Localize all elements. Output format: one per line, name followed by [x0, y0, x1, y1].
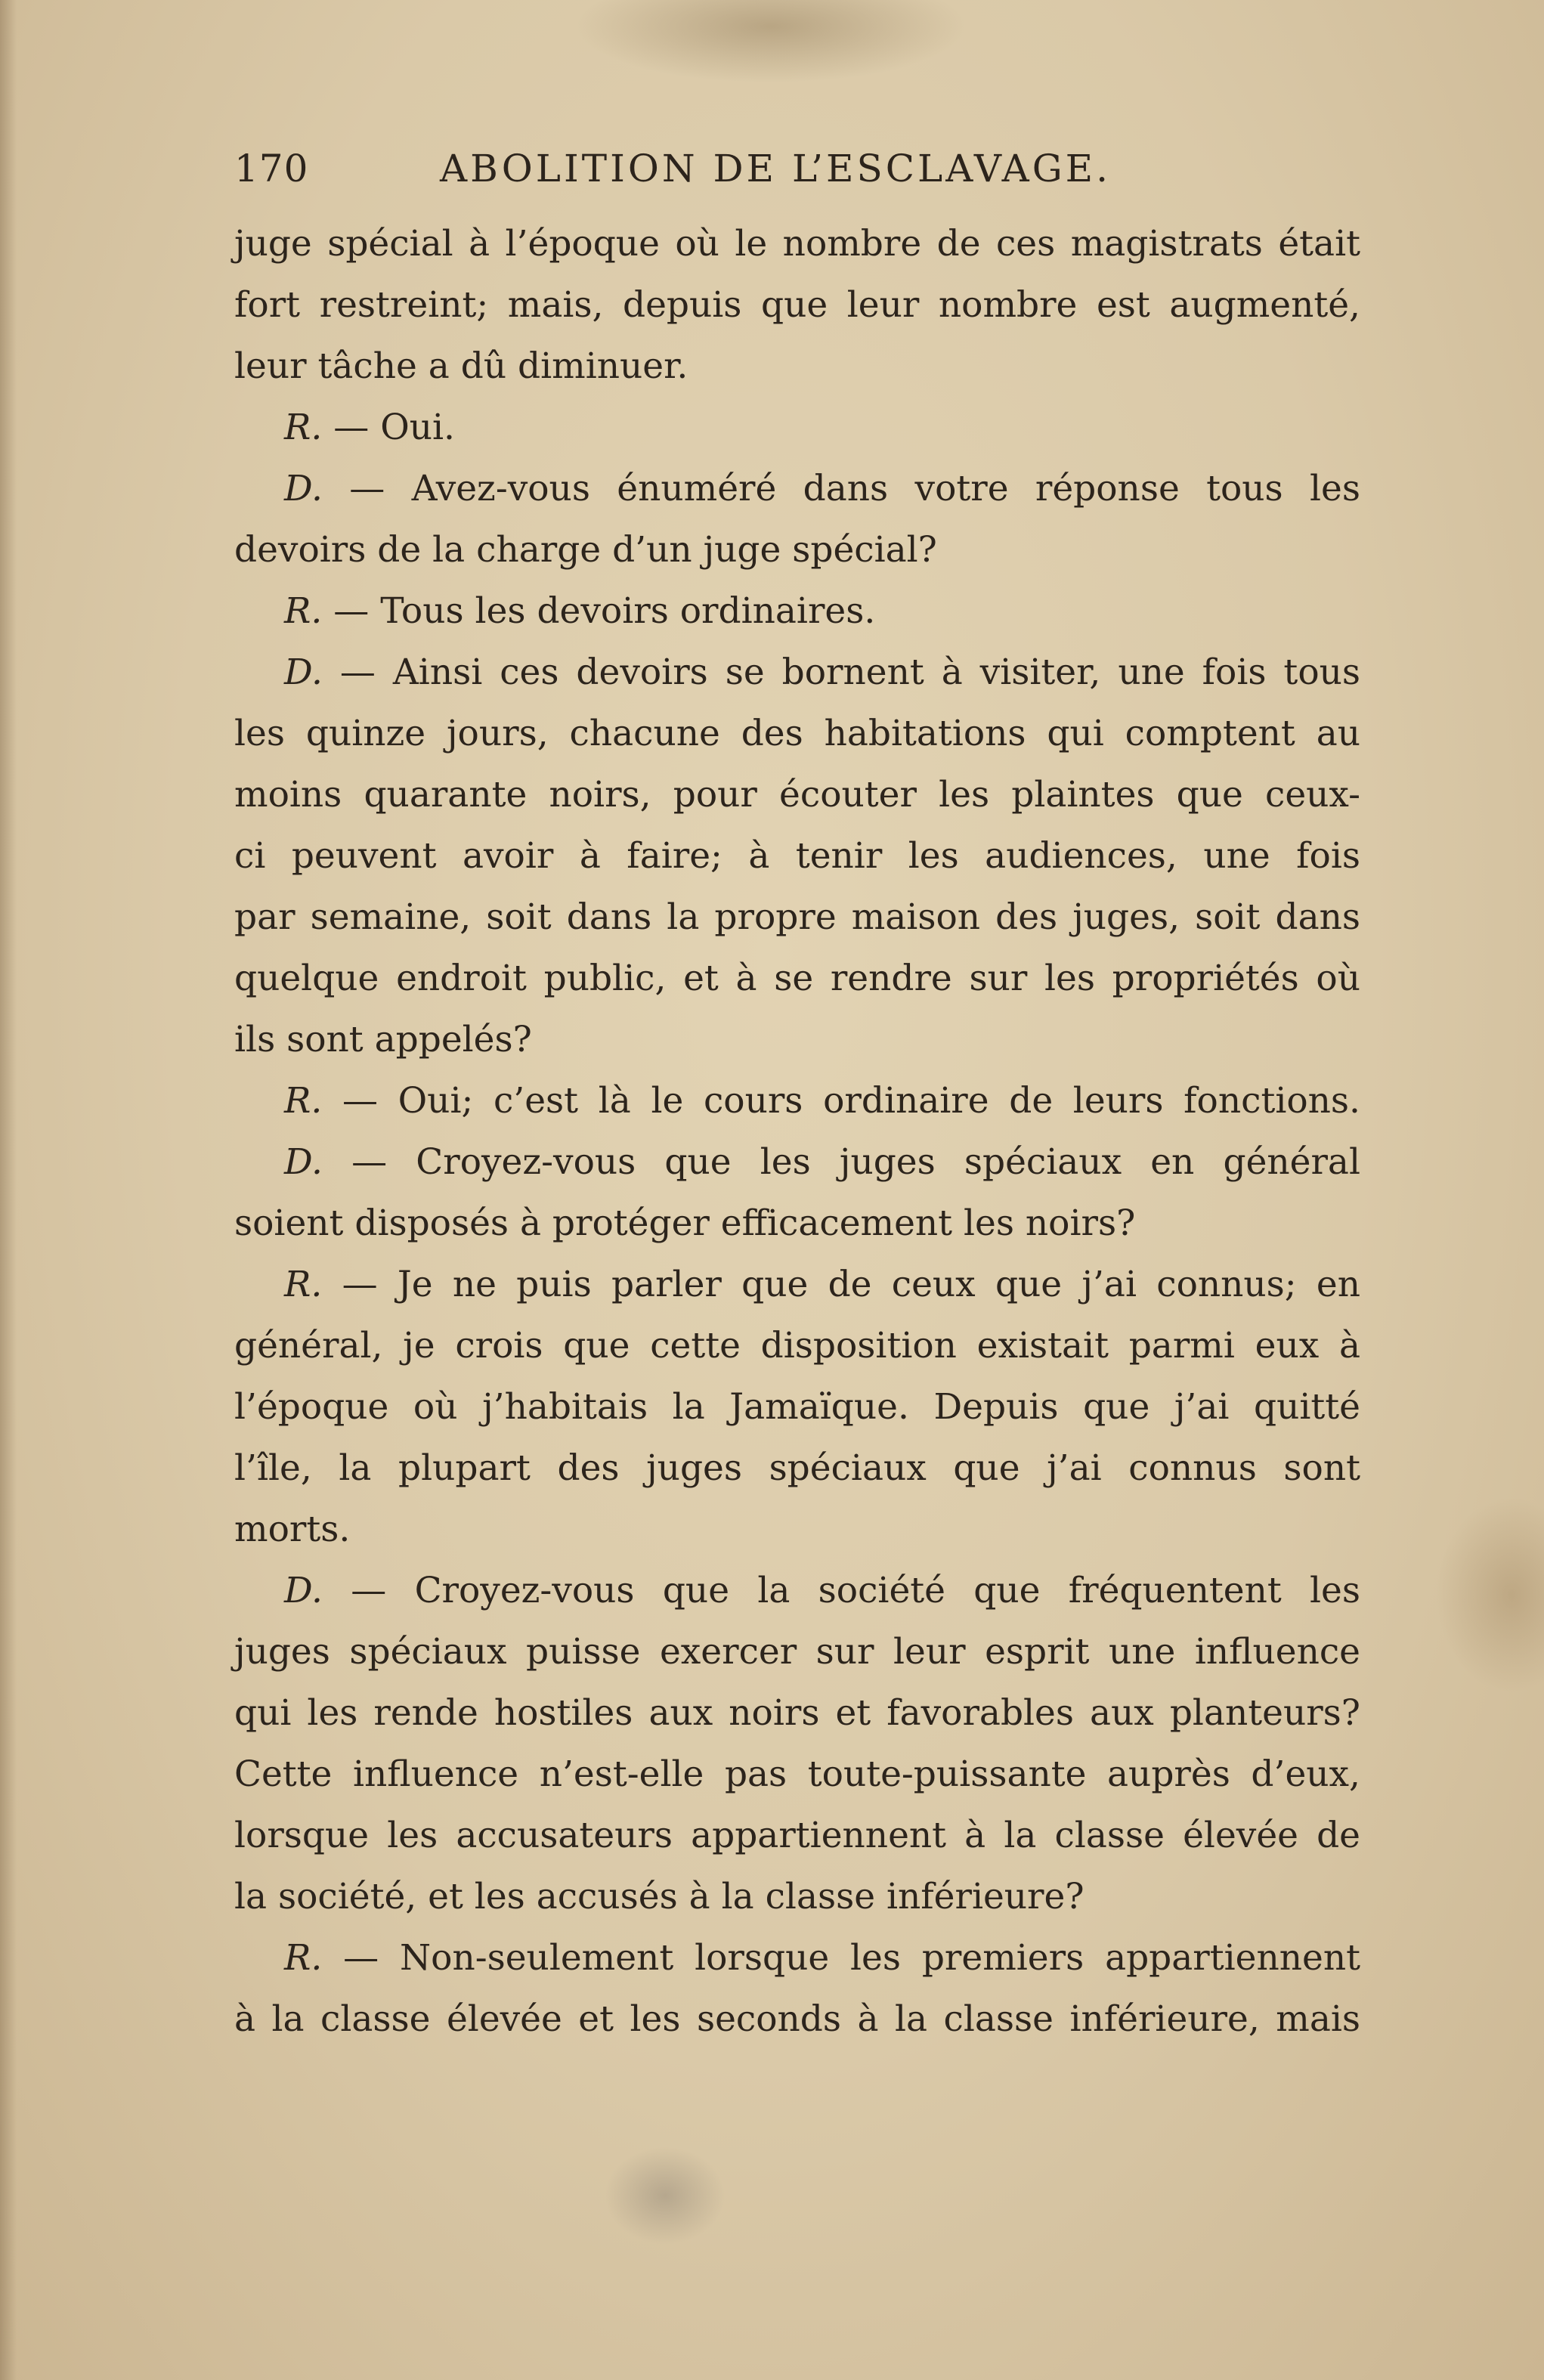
line-text: morts. — [234, 1509, 351, 1550]
line-marker: D. — [284, 1570, 323, 1611]
text-line — [234, 519, 1360, 580]
line-text: lorsque les accusateurs appartiennent à la classe élevée de — [234, 1815, 1360, 1856]
line-text: — Avez-vous énuméré dans votre réponse tous les — [322, 468, 1360, 509]
line-text: par semaine, soit dans la propre maison des juges, soit dans — [234, 896, 1360, 938]
line-marker: R. — [284, 590, 323, 632]
line-marker: D. — [284, 651, 323, 693]
text-line — [234, 1131, 1360, 1193]
text-line — [234, 274, 1360, 336]
line-text: moins quarante noirs, pour écouter les plaintes que ceux- — [234, 774, 1360, 816]
text-line — [234, 703, 1360, 764]
line-text: — Oui. — [322, 407, 455, 448]
text-line — [234, 213, 1360, 274]
line-text: l’époque où j’habitais la Jamaïque. Depuis que j’ai quitté — [234, 1386, 1360, 1428]
line-text: la société, et les accusés à la classe inférieure? — [234, 1876, 1085, 1917]
line-text: juge spécial à l’époque où le nombre de ces magistrats était — [234, 223, 1360, 265]
line-text: ci peuvent avoir à faire; à tenir les audiences, une fois — [234, 835, 1360, 877]
text-line — [234, 825, 1360, 887]
text-line — [234, 1744, 1360, 1805]
text-line — [234, 1927, 1360, 1988]
text-line — [234, 764, 1360, 825]
line-marker: D. — [284, 468, 323, 509]
line-text: l’île, la plupart des juges spéciaux que j’ai connus sont — [234, 1447, 1360, 1489]
text-line — [234, 580, 1360, 642]
text-line — [234, 1988, 1360, 2050]
line-text: — Oui; c’est là le cours ordinaire de leurs fonctions. — [322, 1080, 1360, 1122]
text-line — [234, 1315, 1360, 1376]
line-text: quelque endroit public, et à se rendre sur les propriétés où — [234, 958, 1360, 999]
text-line — [234, 1805, 1360, 1866]
line-text: — Croyez-vous que la société que fréquentent les — [322, 1570, 1360, 1611]
line-text: Cette influence n’est-elle pas toute-puissante auprès d’eux, — [234, 1753, 1360, 1795]
paper-stain — [605, 2146, 726, 2245]
text-line — [234, 1621, 1360, 1682]
line-text: ils sont appelés? — [234, 1019, 532, 1060]
line-marker: R. — [284, 1937, 323, 1979]
running-title: ABOLITION DE L’ESCLAVAGE. — [440, 147, 1112, 190]
text-line — [234, 1254, 1360, 1315]
text-line — [234, 1193, 1360, 1254]
text-line — [234, 397, 1360, 458]
page-number: 170 — [234, 147, 309, 190]
line-text: qui les rende hostiles aux noirs et favorables aux planteurs? — [234, 1692, 1360, 1734]
text-line — [234, 948, 1360, 1009]
line-text: devoirs de la charge d’un juge spécial? — [234, 529, 937, 571]
text-line — [234, 1009, 1360, 1070]
line-text: — Ainsi ces devoirs se bornent à visiter, une fois tous — [322, 651, 1360, 693]
line-text: leur tâche a dû diminuer. — [234, 345, 688, 387]
line-text: — Croyez-vous que les juges spéciaux en général — [322, 1141, 1360, 1183]
text-line — [234, 1499, 1360, 1560]
running-head — [234, 142, 1360, 195]
line-text: juges spéciaux puisse exercer sur leur esprit une influence — [234, 1631, 1360, 1673]
paper-stain — [1436, 1496, 1544, 1693]
text-line — [234, 887, 1360, 948]
text-line — [234, 1438, 1360, 1499]
line-text: soient disposés à protéger efficacement les noirs? — [234, 1202, 1136, 1244]
text-line — [234, 1376, 1360, 1438]
text-line — [234, 1682, 1360, 1744]
line-text: — Je ne puis parler que de ceux que j’ai connus; en — [322, 1264, 1360, 1305]
line-text: — Non-seulement lorsque les premiers appartiennent — [322, 1937, 1360, 1979]
line-text: — Tous les devoirs ordinaires. — [322, 590, 876, 632]
text-line — [234, 1070, 1360, 1131]
text-line — [234, 642, 1360, 703]
paper-stain — [574, 0, 967, 83]
line-text: à la classe élevée et les seconds à la classe inférieure, mais — [234, 1998, 1360, 2040]
line-text: fort restreint; mais, depuis que leur nombre est augmenté, — [234, 284, 1360, 326]
line-marker: R. — [284, 407, 323, 448]
text-line — [234, 336, 1360, 397]
text-line — [234, 458, 1360, 519]
text-line — [234, 1560, 1360, 1621]
text-line — [234, 1866, 1360, 1927]
line-marker: R. — [284, 1264, 323, 1305]
page-edge-shadow — [0, 0, 17, 2380]
line-text: les quinze jours, chacune des habitations qui comptent au — [234, 713, 1360, 754]
line-marker: R. — [284, 1080, 323, 1122]
line-text: général, je crois que cette disposition existait parmi eux à — [234, 1325, 1360, 1366]
line-marker: D. — [284, 1141, 323, 1183]
body-text — [234, 213, 1360, 2050]
